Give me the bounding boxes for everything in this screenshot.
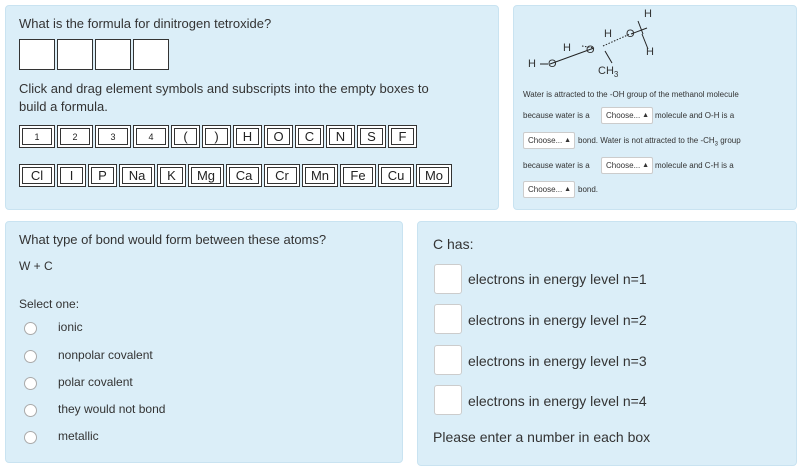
bond-question-text: What type of bond would form between these atoms?: [19, 232, 327, 247]
element-label: Na: [122, 167, 152, 184]
element-label: H: [236, 128, 259, 145]
option-ionic-radio[interactable]: [24, 322, 37, 335]
element-label: N: [329, 128, 352, 145]
option-no-bond-label[interactable]: they would not bond: [58, 402, 166, 416]
statement-line-5: bond.: [578, 185, 599, 194]
element-tile-s[interactable]: [357, 125, 386, 148]
option-metallic-label[interactable]: metallic: [58, 429, 99, 443]
select-arrow-icon: ▲: [564, 137, 571, 144]
option-ionic-label[interactable]: ionic: [58, 320, 83, 334]
statement-line-4b: molecule and C-H is a: [655, 161, 734, 170]
element-tile-mo[interactable]: [416, 164, 452, 187]
formula-question-panel: [5, 5, 499, 210]
subscript-tile-3[interactable]: [95, 125, 131, 148]
element-label: P: [91, 167, 114, 184]
oh-bond-select[interactable]: Choose... ▲: [523, 132, 575, 149]
paren-label: ): [205, 128, 228, 145]
element-label: O: [267, 128, 290, 145]
element-label: Cu: [381, 167, 411, 184]
element-tile-cr[interactable]: [264, 164, 300, 187]
level-4-input[interactable]: [434, 385, 462, 415]
paren-label: (: [174, 128, 197, 145]
option-polar-covalent-label[interactable]: polar covalent: [58, 375, 133, 389]
element-tile-cu[interactable]: [378, 164, 414, 187]
statement-line-1: Water is attracted to the -OH group of the methanol molecule: [523, 90, 739, 99]
element-tile-na[interactable]: [119, 164, 155, 187]
formula-drop-box-4[interactable]: [133, 39, 169, 70]
formula-drop-box-3[interactable]: [95, 39, 131, 70]
subscript-label: 4: [136, 128, 166, 145]
element-tile-mg[interactable]: [188, 164, 224, 187]
formula-question-text: What is the formula for dinitrogen tetroxide?: [19, 16, 272, 31]
subscript-label: 1: [22, 128, 52, 145]
element-label: C: [298, 128, 321, 145]
close-paren-tile[interactable]: [202, 125, 231, 148]
element-tile-fe[interactable]: [340, 164, 376, 187]
subscript-label: 2: [60, 128, 90, 145]
element-label: Cl: [22, 167, 52, 184]
formula-drop-box-1[interactable]: [19, 39, 55, 70]
option-nonpolar-covalent-label[interactable]: nonpolar covalent: [58, 348, 153, 362]
subscript-tile-4[interactable]: [133, 125, 169, 148]
statement-line-2a: because water is a: [523, 111, 590, 120]
level-3-label: electrons in energy level n=3: [468, 353, 647, 369]
molecule-h-right: H: [646, 46, 654, 58]
molecule-h-top: H: [644, 8, 652, 20]
select-arrow-icon: ▲: [642, 162, 649, 169]
element-label: S: [360, 128, 383, 145]
element-label: Cr: [267, 167, 297, 184]
select-arrow-icon: ▲: [642, 112, 649, 119]
instruction-footer: Please enter a number in each box: [433, 429, 651, 445]
level-2-input[interactable]: [434, 304, 462, 334]
element-tile-n[interactable]: [326, 125, 355, 148]
statement-line-2b: molecule and O-H is a: [655, 111, 735, 120]
level-3-input[interactable]: [434, 345, 462, 375]
option-nonpolar-covalent-radio[interactable]: [24, 350, 37, 363]
element-label: Ca: [229, 167, 259, 184]
element-has-title: C has:: [433, 236, 474, 252]
element-label: Mn: [305, 167, 335, 184]
water-polarity-select[interactable]: Choose... ▲: [601, 107, 653, 124]
level-2-label: electrons in energy level n=2: [468, 312, 647, 328]
level-1-input[interactable]: [434, 264, 462, 294]
element-tile-c[interactable]: [295, 125, 324, 148]
element-label: Mg: [191, 167, 221, 184]
element-label: Mo: [419, 167, 449, 184]
option-metallic-radio[interactable]: [24, 431, 37, 444]
electron-levels-panel: [417, 221, 797, 466]
molecule-h-mid2: H: [563, 42, 571, 54]
formula-instruction-line-2: build a formula.: [19, 99, 108, 114]
element-tile-f[interactable]: [388, 125, 417, 148]
element-label: K: [160, 167, 183, 184]
element-tile-p[interactable]: [88, 164, 117, 187]
formula-drop-box-2[interactable]: [57, 39, 93, 70]
element-label: Fe: [343, 167, 373, 184]
element-tile-k[interactable]: [157, 164, 186, 187]
element-tile-mn[interactable]: [302, 164, 338, 187]
option-no-bond-radio[interactable]: [24, 404, 37, 417]
level-1-label: electrons in energy level n=1: [468, 271, 647, 287]
molecule-h-left: H: [528, 58, 536, 70]
option-polar-covalent-radio[interactable]: [24, 377, 37, 390]
element-label: F: [391, 128, 414, 145]
molecule-o-upper: O: [626, 28, 635, 40]
molecule-h-mid: H: [604, 28, 612, 40]
element-tile-ca[interactable]: [226, 164, 262, 187]
select-arrow-icon: ▲: [564, 186, 571, 193]
element-label: I: [60, 167, 83, 184]
molecule-o-left: O: [548, 58, 557, 70]
subscript-label: 3: [98, 128, 128, 145]
intermolecular-question-panel: [513, 5, 797, 210]
bond-type-question-panel: [5, 221, 403, 463]
element-tile-i[interactable]: [57, 164, 86, 187]
molecule-ch3: $CH_3$: [598, 65, 619, 80]
molecule-o-methanol: O: [586, 44, 595, 56]
ch-bond-select[interactable]: Choose... ▲: [523, 181, 575, 198]
element-tile-cl[interactable]: [19, 164, 55, 187]
statement-line-3: bond. Water is not attracted to the $-CH_3$ group: [578, 136, 741, 148]
select-one-label: Select one:: [19, 297, 80, 311]
element-tile-o[interactable]: [264, 125, 293, 148]
formula-instruction-line-1: Click and drag element symbols and subscripts into the empty boxes to: [19, 81, 429, 96]
level-4-label: electrons in energy level n=4: [468, 393, 647, 409]
statement-line-4a: because water is a: [523, 161, 590, 170]
subscript-tile-1[interactable]: [19, 125, 55, 148]
atoms-text: W + C: [19, 259, 53, 273]
subscript-tile-2[interactable]: [57, 125, 93, 148]
water-polarity-select-2[interactable]: Choose... ▲: [601, 157, 653, 174]
element-tile-h[interactable]: [233, 125, 262, 148]
open-paren-tile[interactable]: [171, 125, 200, 148]
